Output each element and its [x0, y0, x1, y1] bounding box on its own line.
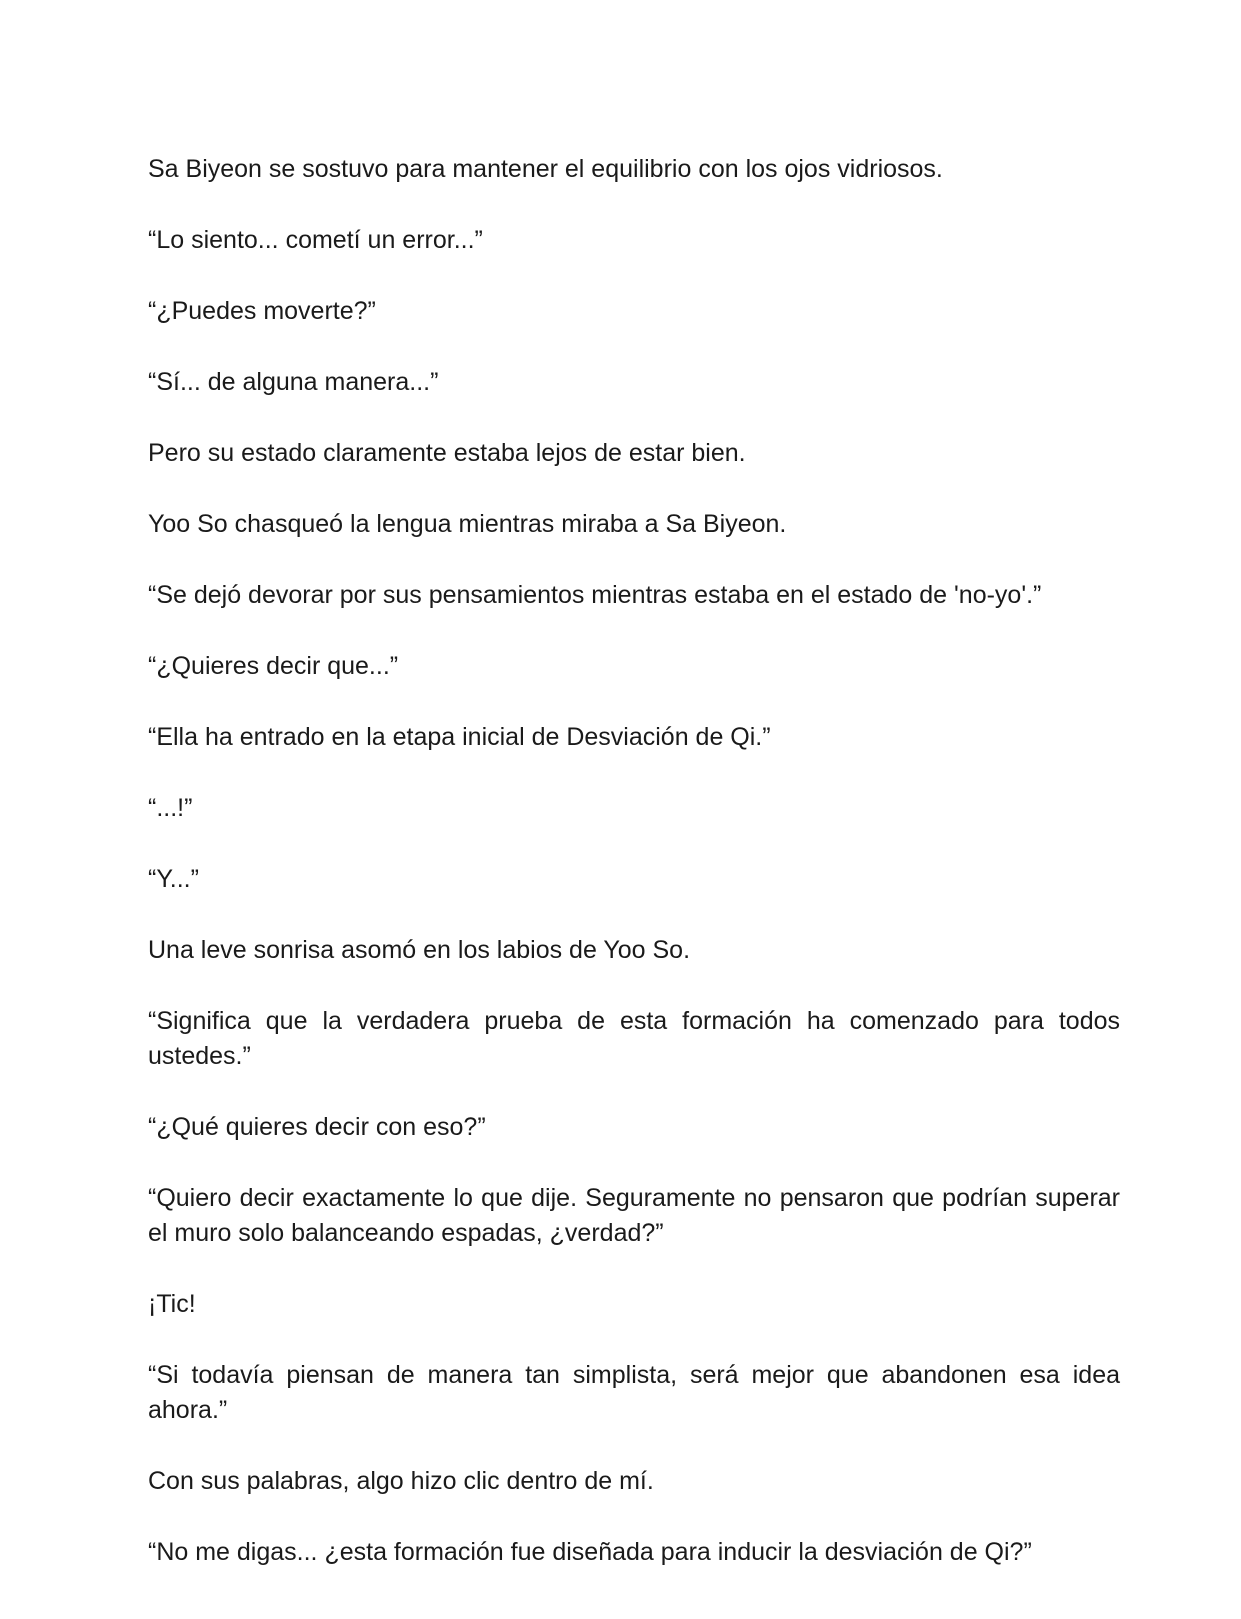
paragraph-7: “Se dejó devorar por sus pensamientos mientras estaba en el estado de 'no-yo'.” — [148, 581, 1042, 609]
paragraph-2: “Lo siento... cometí un error...” — [148, 226, 483, 254]
paragraph-4: “Sí... de alguna manera...” — [148, 368, 439, 396]
paragraph-3: “¿Puedes moverte?” — [148, 297, 376, 325]
paragraph-9: “Ella ha entrado en la etapa inicial de Desviación de Qi.” — [148, 723, 771, 751]
paragraph-19: “No me digas... ¿esta formación fue diseñada para inducir la desviación de Qi?” — [148, 1538, 1032, 1566]
paragraph-15: “Quiero decir exactamente lo que dije. Seguramente no pensaron que podrían superar el muro solo balanceando espadas, ¿verdad?” — [148, 1184, 1120, 1247]
paragraph-6: Yoo So chasqueó la lengua mientras miraba a Sa Biyeon. — [148, 510, 787, 538]
paragraph-17: “Si todavía piensan de manera tan simplista, será mejor que abandonen esa idea ahora.” — [148, 1361, 1120, 1424]
paragraph-11: “Y...” — [148, 865, 199, 893]
paragraph-5: Pero su estado claramente estaba lejos de estar bien. — [148, 439, 746, 467]
paragraph-1: Sa Biyeon se sostuvo para mantener el equilibrio con los ojos vidriosos. — [148, 155, 943, 183]
paragraph-13: “Significa que la verdadera prueba de esta formación ha comenzado para todos ustedes.” — [148, 1007, 1120, 1070]
paragraph-10: “...!” — [148, 794, 193, 822]
paragraph-18: Con sus palabras, algo hizo clic dentro de mí. — [148, 1467, 654, 1495]
paragraph-16: ¡Tic! — [148, 1290, 196, 1318]
paragraph-14: “¿Qué quieres decir con eso?” — [148, 1113, 486, 1141]
paragraph-12: Una leve sonrisa asomó en los labios de Yoo So. — [148, 936, 691, 964]
paragraph-8: “¿Quieres decir que...” — [148, 652, 399, 680]
document-body — [148, 152, 1120, 1606]
